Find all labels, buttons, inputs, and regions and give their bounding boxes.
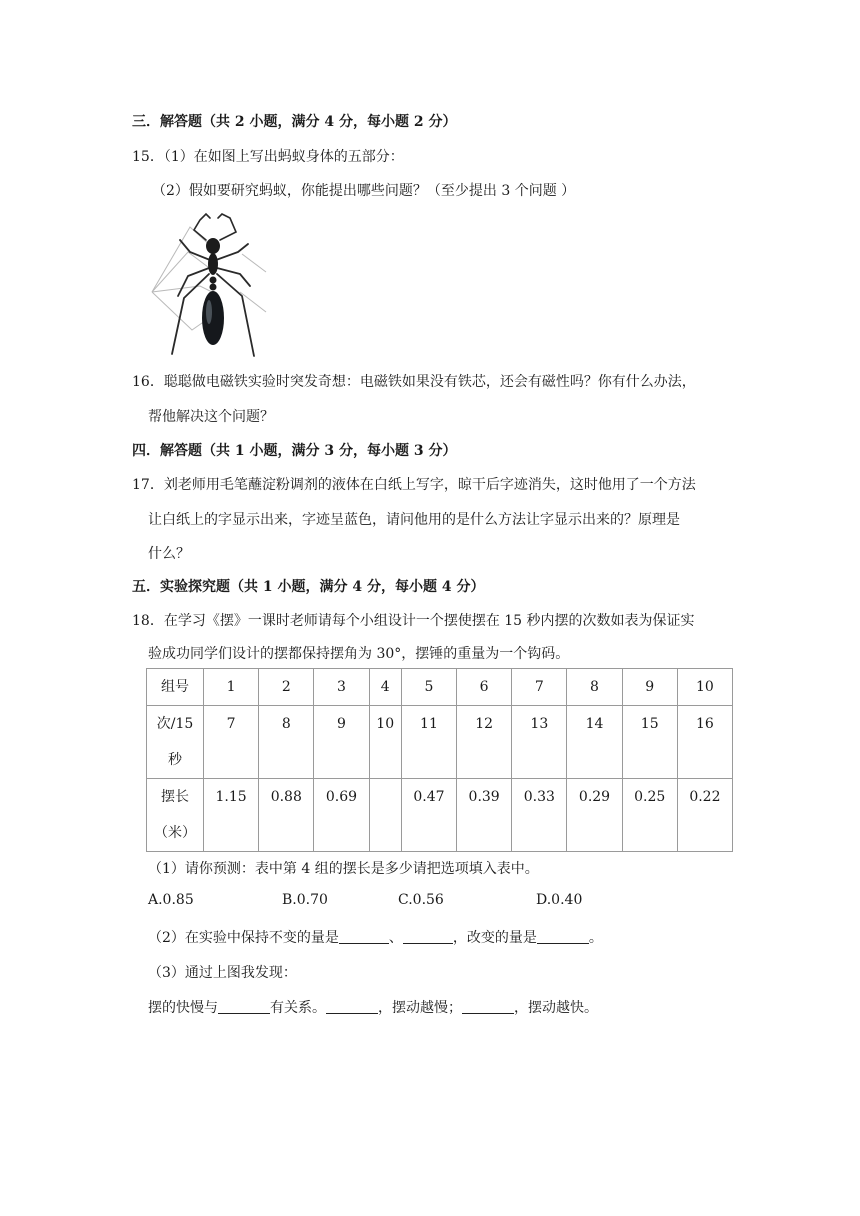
- sub-3-text: ，摆动越快。: [514, 1000, 598, 1016]
- table-cell: 8: [567, 669, 622, 706]
- sub-2-end: 。: [588, 930, 603, 946]
- answer-blank[interactable]: [462, 999, 514, 1014]
- question-17-line-3: 什么？: [148, 546, 190, 562]
- table-cell: 0.22: [677, 779, 732, 852]
- pendulum-table: [146, 668, 733, 852]
- table-row: [147, 669, 733, 706]
- question-17-line-2: 让白纸上的字显示出来，字迹呈蓝色，请问他用的是什么方法让字显示出来的？原理是: [148, 512, 680, 528]
- answer-blank[interactable]: [218, 999, 270, 1014]
- table-cell: 16: [677, 706, 732, 779]
- section-5-heading: 五．实验探究题（共 1 小题，满分 4 分，每小题 4 分）: [132, 579, 485, 595]
- question-18-sub-1: （1）请你预测：表中第 4 组的摆长是多少请把选项填入表中。: [148, 861, 539, 877]
- header-text: 次/15: [156, 716, 194, 732]
- question-18-sub-2: [148, 927, 603, 947]
- answer-blank[interactable]: [326, 999, 378, 1014]
- question-16-line-2: 帮他解决这个问题？: [148, 409, 274, 425]
- option-d: D.0.40: [536, 892, 583, 908]
- answer-blank[interactable]: [339, 929, 389, 944]
- table-cell: 0.69: [314, 779, 369, 852]
- table-cell: 0.33: [512, 779, 567, 852]
- table-cell: 12: [457, 706, 512, 779]
- answer-blank[interactable]: [403, 929, 453, 944]
- table-cell: 11: [401, 706, 456, 779]
- table-cell: 9: [622, 669, 677, 706]
- sub-3-text: 摆的快慢与: [148, 1000, 218, 1016]
- question-18-sub-3-answer: [148, 997, 598, 1017]
- sub-3-text: 有关系。: [270, 1000, 326, 1016]
- table-cell: 1.15: [204, 779, 259, 852]
- table-cell: 15: [622, 706, 677, 779]
- table-cell: 3: [314, 669, 369, 706]
- sub-2-text: ，改变的量是: [452, 930, 537, 946]
- header-text: 秒: [168, 752, 182, 768]
- table-cell: 0.88: [259, 779, 314, 852]
- option-a: A.0.85: [148, 892, 194, 908]
- table-cell: 13: [512, 706, 567, 779]
- table-cell: 0.29: [567, 779, 622, 852]
- table-cell: 2: [259, 669, 314, 706]
- table-cell-blank[interactable]: [369, 779, 401, 852]
- table-cell: 8: [259, 706, 314, 779]
- answer-blank[interactable]: [537, 929, 589, 944]
- question-18-line-2: 验成功同学们设计的摆都保持摆角为 30°，摆锤的重量为一个钩码。: [148, 646, 570, 662]
- question-15-part-1: 15．（1）在如图上写出蚂蚁身体的五部分：: [132, 149, 404, 165]
- question-17-line-1: 17．刘老师用毛笔蘸淀粉调剂的液体在白纸上写字，晾干后字迹消失，这时他用了一个方法: [132, 477, 696, 493]
- table-cell: 10: [369, 706, 401, 779]
- table-cell: 14: [567, 706, 622, 779]
- option-c: C.0.56: [398, 892, 444, 908]
- table-header-cell: [147, 779, 204, 852]
- sub-2-text: （2）在实验中保持不变的量是: [148, 930, 339, 946]
- section-3-heading: 三．解答题（共 2 小题，满分 4 分，每小题 2 分）: [132, 114, 457, 130]
- header-text: （米）: [154, 825, 196, 841]
- table-cell: 1: [204, 669, 259, 706]
- table-cell: 0.47: [401, 779, 456, 852]
- table-cell: 10: [677, 669, 732, 706]
- table-cell: 7: [204, 706, 259, 779]
- table-cell: 0.25: [622, 779, 677, 852]
- table-cell: 0.39: [457, 779, 512, 852]
- table-cell: 5: [401, 669, 456, 706]
- table-cell: 9: [314, 706, 369, 779]
- table-header-cell: 组号: [147, 669, 204, 706]
- option-b: B.0.70: [282, 892, 328, 908]
- table-row: [147, 706, 733, 779]
- table-cell: 4: [369, 669, 401, 706]
- table-header-cell: [147, 706, 204, 779]
- sub-2-separator: 、: [388, 930, 403, 946]
- section-4-heading: 四．解答题（共 1 小题，满分 3 分，每小题 3 分）: [132, 443, 457, 459]
- table-row: [147, 779, 733, 852]
- header-text: 摆长: [161, 789, 189, 805]
- question-15-part-2: （2）假如要研究蚂蚁，你能提出哪些问题？（至少提出 3 个问题 ）: [152, 183, 576, 199]
- table-cell: 7: [512, 669, 567, 706]
- sub-3-text: ，摆动越慢；: [378, 1000, 462, 1016]
- question-18-line-1: 18．在学习《摆》一课时老师请每个小组设计一个摆使摆在 15 秒内摆的次数如表为保证实: [132, 613, 695, 629]
- table-cell: 6: [457, 669, 512, 706]
- ant-diagram-icon: [150, 212, 268, 360]
- question-16-line-1: 16．聪聪做电磁铁实验时突发奇想：电磁铁如果没有铁芯，还会有磁性吗？你有什么办法，: [132, 374, 696, 390]
- question-18-sub-3: （3）通过上图我发现：: [148, 965, 297, 981]
